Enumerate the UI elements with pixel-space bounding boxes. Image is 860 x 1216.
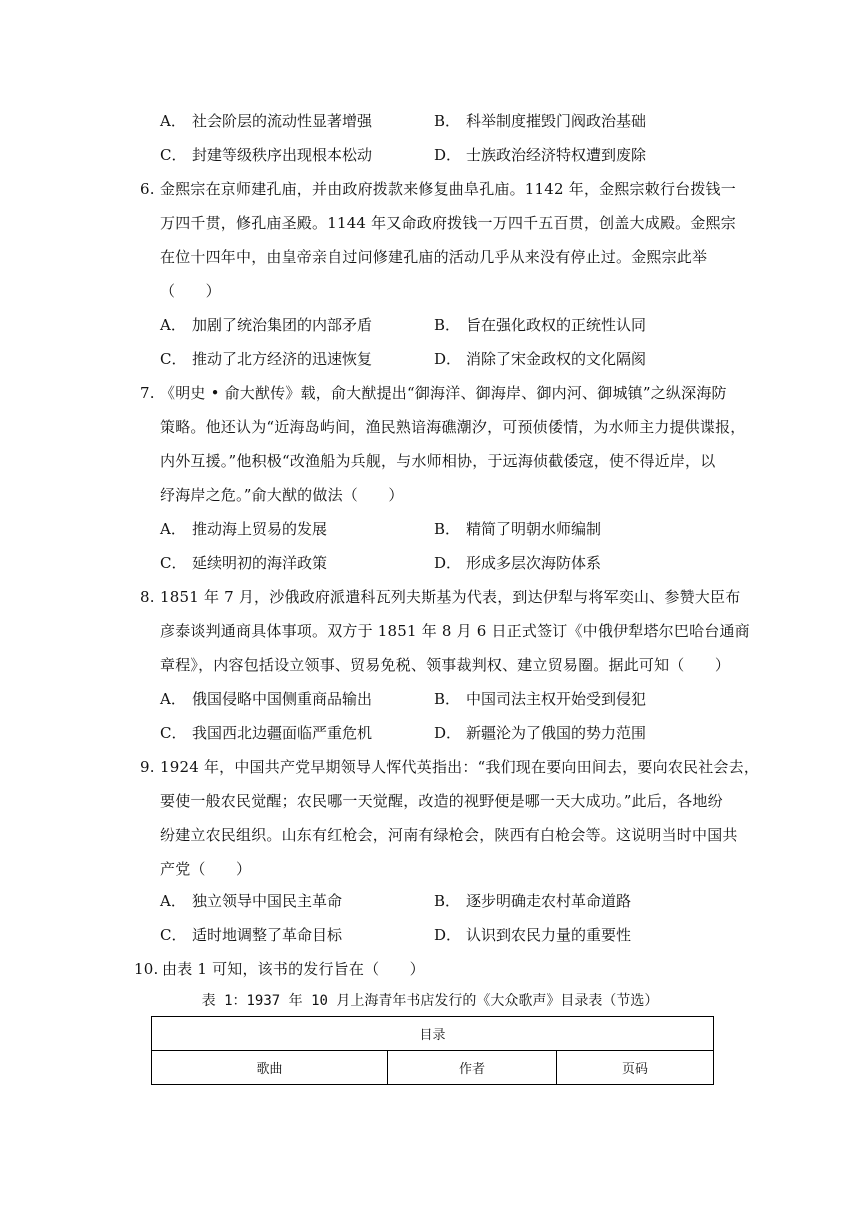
column-header-song: 歌曲 — [152, 1051, 388, 1085]
q6-stem-line-3: 在位十四年中，由皇帝亲自过问修建孔庙的活动几乎从来没有停止过。金熙宗此举 — [160, 248, 708, 266]
q9-stem-line-3: 纷建立农民组织。山东有红枪会，河南有绿枪会，陕西有白枪会等。这说明当时中国共 — [160, 826, 738, 844]
q5-option-b: B． 科举制度摧毁门阀政治基础 — [434, 112, 647, 130]
table-header-cell: 目录 — [152, 1017, 714, 1051]
q6-option-b: B． 旨在强化政权的正统性认同 — [434, 316, 647, 334]
q5-option-c: C． 封建等级秩序出现根本松动 — [160, 146, 373, 164]
table-row — [152, 1051, 714, 1085]
q7-option-a: A． 推动海上贸易的发展 — [160, 520, 328, 538]
column-header-author: 作者 — [388, 1051, 557, 1085]
q6-option-c: C． 推动了北方经济的迅速恢复 — [160, 350, 373, 368]
q9-option-c: C． 适时地调整了革命目标 — [160, 926, 343, 944]
toc-table — [151, 1016, 714, 1085]
q6-option-d: D． 消除了宋金政权的文化隔阂 — [434, 350, 647, 368]
q8-option-d: D． 新疆沦为了俄国的势力范围 — [434, 724, 647, 742]
q8-option-a: A． 俄国侵略中国侧重商品输出 — [160, 690, 373, 708]
q9-stem-line-1: 9. 1924 年，中国共产党早期领导人恽代英指出：“我们现在要向田间去，要向农民社会去， — [140, 758, 760, 776]
q7-stem-line-4: 纾海岸之危。”俞大猷的做法（ ） — [160, 486, 404, 504]
table-caption: 表 1：1937 年 10 月上海青年书店发行的《大众歌声》目录表（节选） — [201, 993, 659, 1009]
q6-number: 6. — [140, 180, 155, 198]
q7-stem-line-3: 内外互援。”他积极“改渔船为兵舰，与水师相协，于远海侦截倭寇，使不得近岸，以 — [160, 452, 716, 470]
q8-option-b: B． 中国司法主权开始受到侵犯 — [434, 690, 647, 708]
q6-stem-line-2: 万四千贯，修孔庙圣殿。1144 年又命政府拨钱一万四千五百贯，创盖大成殿。金熙宗 — [160, 214, 736, 232]
q6-stem-line-4: （ ） — [160, 282, 221, 300]
q9-option-b: B． 逐步明确走农村革命道路 — [434, 892, 632, 910]
q9-number: 9. — [140, 758, 155, 776]
q8-option-c: C． 我国西北边疆面临严重危机 — [160, 724, 373, 742]
q6-option-a: A． 加剧了统治集团的内部矛盾 — [160, 316, 373, 334]
table-row — [152, 1017, 714, 1051]
q9-option-a: A． 独立领导中国民主革命 — [160, 892, 343, 910]
q8-stem-line-1: 8. 1851 年 7 月，沙俄政府派遣科瓦列夫斯基为代表，到达伊犁与将军奕山、参赞大臣布 — [140, 588, 741, 606]
q8-stem-line-2: 彦泰谈判通商具体事项。双方于 1851 年 8 月 6 日正式签订《中俄伊犁塔尔巴哈台通商 — [160, 622, 750, 640]
q7-option-d: D． 形成多层次海防体系 — [434, 554, 602, 572]
q9-option-d: D． 认识到农民力量的重要性 — [434, 926, 632, 944]
q8-stem-line-3: 章程》，内容包括设立领事、贸易免税、领事裁判权、建立贸易圈。据此可知（ ） — [160, 656, 731, 674]
q7-option-b: B． 精简了明朝水师编制 — [434, 520, 602, 538]
q7-option-c: C． 延续明初的海洋政策 — [160, 554, 328, 572]
q10-stem-line-1: 10. 由表 1 可知，该书的发行旨在（ ） — [134, 960, 425, 978]
q10-number: 10. — [134, 960, 159, 978]
q5-option-a: A． 社会阶层的流动性显著增强 — [160, 112, 373, 130]
column-header-page: 页码 — [557, 1051, 714, 1085]
q7-stem-line-1: 7. 《明史 • 俞大猷传》载，俞大猷提出“御海洋、御海岸、御内河、御城镇”之纵深海防 — [140, 384, 727, 402]
q7-stem-line-2: 策略。他还认为“近海岛屿间，渔民熟谙海礁潮汐，可预侦倭情，为水师主力提供谍报， — [160, 418, 746, 436]
q7-number: 7. — [140, 384, 155, 402]
q5-option-d: D． 士族政治经济特权遭到废除 — [434, 146, 647, 164]
q8-number: 8. — [140, 588, 155, 606]
q9-stem-line-2: 要使一般农民觉醒；农民哪一天觉醒，改造的视野便是哪一天大成功。”此后，各地纷 — [160, 792, 723, 810]
q9-stem-line-4: 产党（ ） — [160, 860, 252, 878]
q6-stem-line-1: 6. 金熙宗在京师建孔庙，并由政府拨款来修复曲阜孔庙。1142 年，金熙宗敕行台拨钱一 — [140, 180, 736, 198]
